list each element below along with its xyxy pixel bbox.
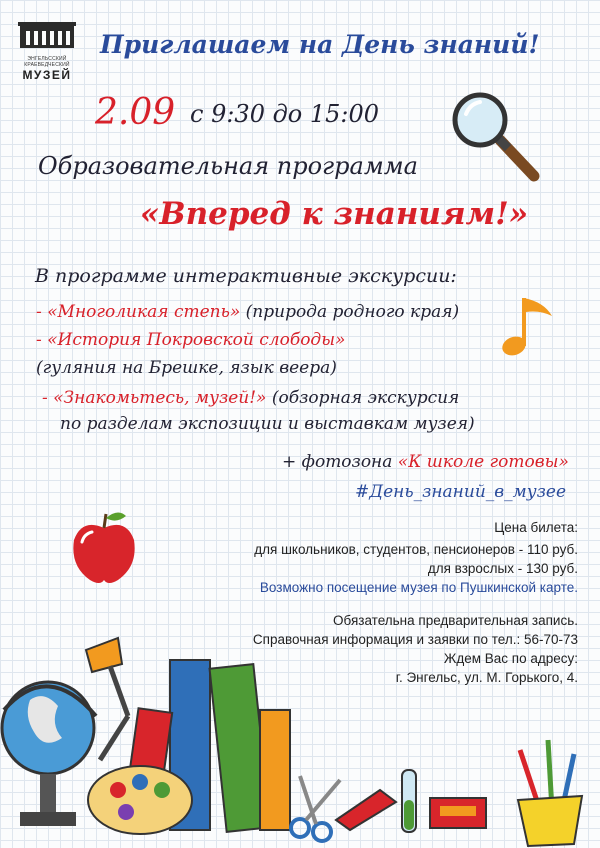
photozone-prefix: + фотозона: [282, 452, 393, 472]
excursion-dash: -: [36, 302, 42, 322]
excursions-intro: В программе интерактивные экскурсии:: [35, 265, 457, 287]
school-supplies-illustration: [0, 620, 600, 848]
apple-icon: [66, 506, 142, 586]
music-note-icon: [500, 290, 558, 360]
scissors-icon: [291, 776, 340, 841]
page-title: Приглашаем на День знаний!: [100, 30, 540, 59]
photozone-title: «К школе готовы»: [397, 452, 569, 472]
contact-phone: Справочная информация и заявки по тел.: 56-70-73: [252, 632, 578, 647]
ticket-heading: Цена билета:: [494, 520, 578, 535]
registration-note: Обязательна предварительная запись.: [333, 613, 578, 628]
excursion-dash: -: [36, 330, 42, 350]
logo-subtitle: ЭНГЕЛЬССКИЙ КРАЕВЕДЧЕСКИЙ: [24, 56, 70, 68]
hashtag: #День_знаний_в_музее: [355, 482, 567, 502]
excursion-item: [42, 388, 459, 408]
excursion-item: [36, 330, 345, 350]
pushkin-card-note: Возможно посещение музея по Пушкинской карте.: [259, 580, 578, 595]
event-date: 2.09: [95, 92, 176, 133]
paint-palette-icon: [88, 766, 192, 834]
test-tube-icon: [402, 770, 416, 832]
address: г. Энгельс, ул. М. Горького, 4.: [395, 670, 578, 685]
excursion-note: (гуляния на Брешке, язык веера): [36, 358, 337, 378]
program-heading: Образовательная программа: [38, 152, 418, 180]
excursion-title: «История Покровской слободы»: [47, 330, 346, 350]
pencil-box-icon: [430, 798, 486, 828]
brush-cup-icon: [518, 740, 582, 846]
excursion-note: (обзорная экскурсия: [271, 388, 460, 408]
excursion-title: «Знакомьтесь, музей!»: [53, 388, 267, 408]
magnifier-icon: [448, 88, 548, 188]
ticket-price-students: для школьников, студентов, пенсионеров - 110 руб.: [254, 542, 578, 557]
logo-title: МУЗЕЙ: [22, 68, 72, 82]
excursion-dash: -: [42, 388, 48, 408]
excursion-item: [36, 302, 459, 322]
museum-logo: [12, 22, 82, 82]
event-time: с 9:30 до 15:00: [190, 100, 380, 128]
stapler-icon: [336, 790, 396, 830]
excursion-note-continued: по разделам экспозиции и выставкам музея): [60, 414, 475, 434]
globe-icon: [2, 682, 96, 826]
excursion-title: «Многоликая степь»: [47, 302, 241, 322]
photozone: [282, 452, 569, 472]
ticket-price-adults: для взрослых - 130 руб.: [427, 561, 578, 576]
excursion-note: (природа родного края): [245, 302, 460, 322]
program-name: «Вперед к знаниям!»: [140, 196, 529, 232]
museum-logo-icon: [18, 22, 76, 50]
address-label: Ждем Вас по адресу:: [443, 651, 578, 666]
